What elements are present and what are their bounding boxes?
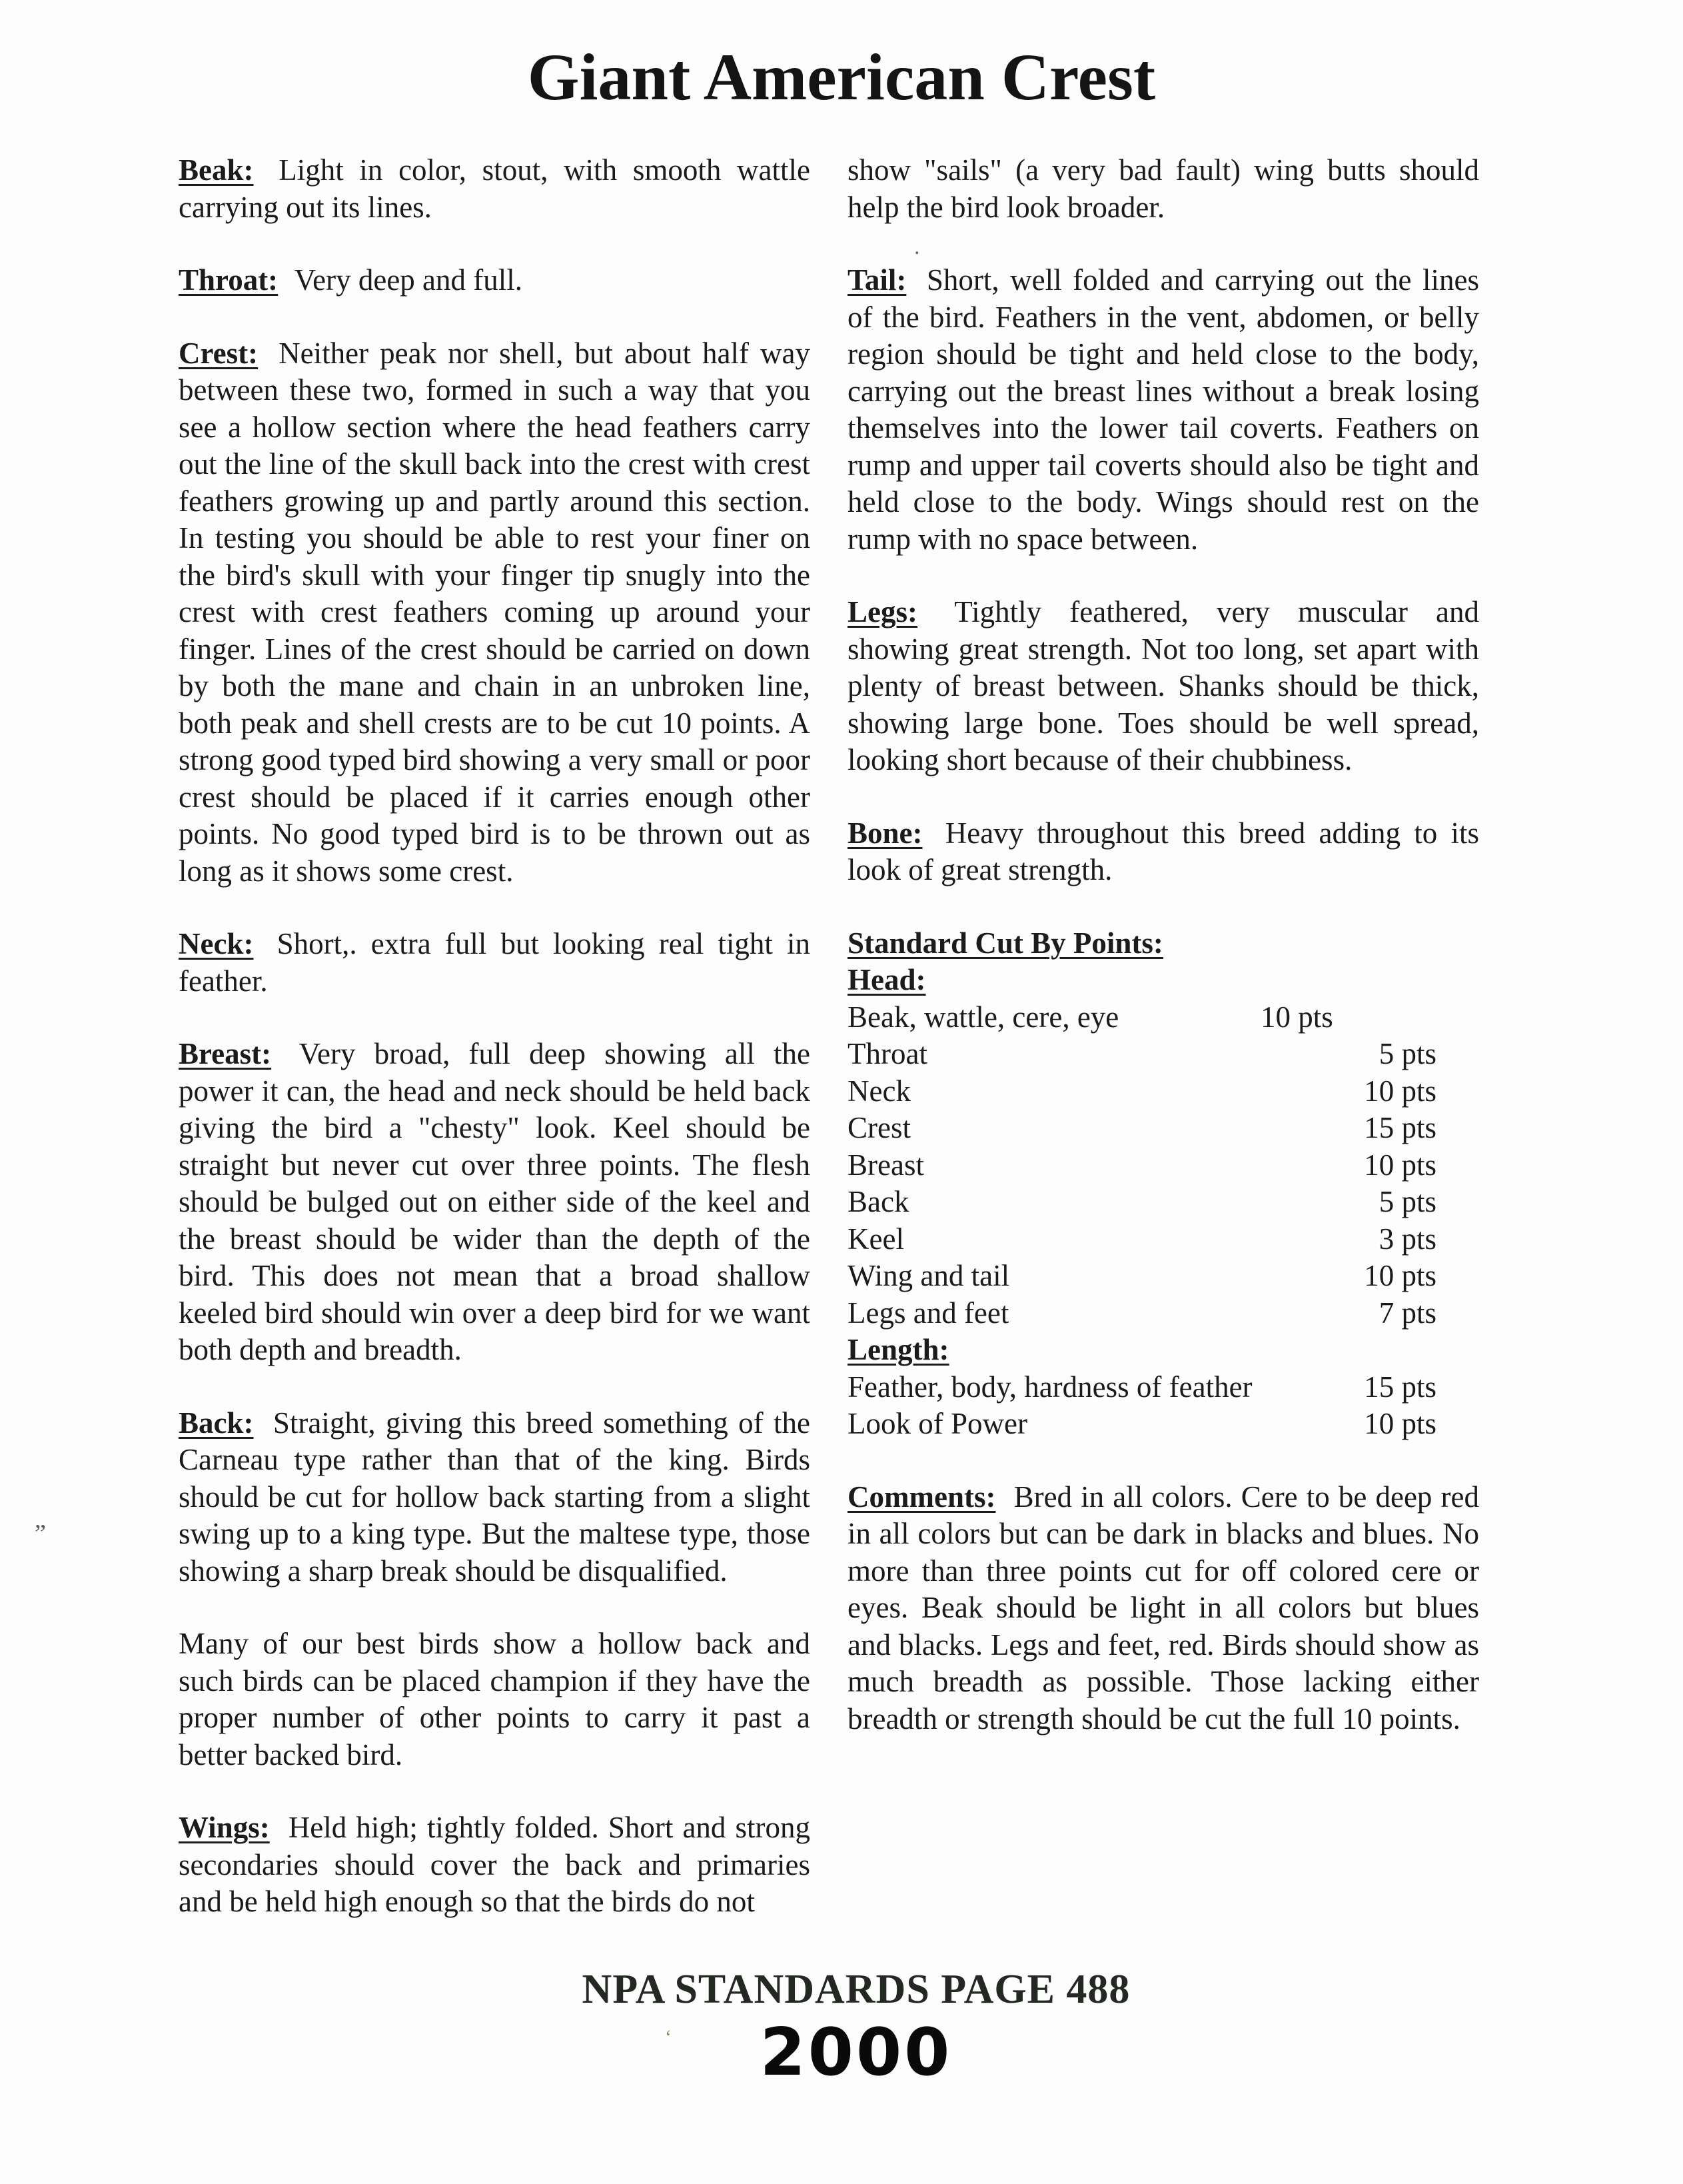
paragraph-tail (847, 262, 1479, 558)
points-group-head-title: Head: (847, 963, 926, 996)
wings-label: Wings: (179, 1811, 270, 1844)
paragraph-wings-continuation (847, 152, 1479, 226)
points-row-label: Back (847, 1185, 909, 1218)
back-label: Back: (179, 1406, 254, 1440)
beak-label: Beak: (179, 153, 254, 187)
points-row (847, 1369, 1479, 1406)
points-row (847, 1184, 1479, 1221)
points-group-length-title: Length: (847, 1333, 949, 1366)
points-row (847, 1295, 1479, 1332)
points-row-value: 15 pts (1364, 1370, 1436, 1404)
paragraph-neck (179, 926, 810, 1000)
legs-label: Legs: (847, 595, 917, 628)
paragraph-wings (179, 1809, 810, 1921)
points-row-label: Breast (847, 1148, 924, 1182)
bone-text: Heavy throughout this breed adding to its look of great strength. (847, 816, 1479, 886)
crest-label: Crest: (179, 336, 259, 370)
points-row-value: 5 pts (1379, 1037, 1436, 1070)
breast-label: Breast: (179, 1037, 272, 1070)
hollow-back-text: Many of our best birds show a hollow back and such birds can be placed champion if they have the proper number of other points to carry it past a better backed bird. (179, 1627, 810, 1771)
tail-text: Short, well folded and carrying out the lines of the bird. Feathers in the vent, abdomen, or belly region should be tight and held close to the body, carrying out the breast lines without a break losing themselves into the lower tail coverts. Feathers on rump and upper tail coverts should also be tight and held close to the body. Wings should rest on the rump with no space between. (847, 263, 1480, 556)
points-row (847, 1110, 1479, 1147)
paragraph-comments (847, 1479, 1479, 1738)
tail-label: Tail: (847, 263, 907, 297)
left-column (179, 152, 810, 1921)
neck-label: Neck: (179, 927, 254, 960)
points-row-label: Neck (847, 1074, 911, 1108)
scan-speck: „ (35, 1506, 46, 1534)
right-column (847, 152, 1479, 1737)
points-row-value: 10 pts (1364, 1407, 1436, 1440)
paragraph-throat (179, 262, 810, 299)
points-row-label: Legs and feet (847, 1296, 1009, 1330)
scan-speck: ʻ (665, 2026, 672, 2048)
paragraph-crest (179, 335, 810, 890)
points-row (847, 1036, 1479, 1073)
beak-text: Light in color, stout, with smooth wattle carrying out its lines. (179, 153, 810, 224)
points-row-value: 10 pts (1364, 1074, 1436, 1108)
crest-text: Neither peak nor shell, but about half way between these two, formed in such a way that you see a hollow section where the head feathers carry out the line of the skull back into the crest with crest feathers growing up and partly around this section. In testing you should be able to rest your finer on the bird's skull with your finger tip snugly into the crest with crest feathers coming up around your finger. Lines of the crest should be carried on down by both the mane and chain in an unbroken line, both peak and shell crests are to be cut 10 points. A strong good typed bird showing a very small or poor crest should be placed if it carries enough other points. No good typed bird is to be thrown out as long as it shows some crest. (179, 336, 811, 888)
throat-label: Throat: (179, 263, 279, 297)
scan-speck: . (914, 235, 920, 259)
points-row (847, 1147, 1479, 1184)
paragraph-back (179, 1405, 810, 1590)
throat-text: Very deep and full. (294, 263, 523, 297)
points-row-value: 15 pts (1364, 1111, 1436, 1144)
points-row-value: 3 pts (1379, 1222, 1436, 1256)
points-row-label: Wing and tail (847, 1259, 1010, 1292)
points-row (847, 1258, 1479, 1295)
points-row-label: Keel (847, 1222, 904, 1256)
back-text: Straight, giving this breed something of the Carneau type rather than that of the king. Birds should be cut for hollow back starting from a slight swing up to a king type. But the maltese type, those showing a sharp break should be disqualified. (179, 1406, 810, 1588)
comments-label: Comments: (847, 1480, 996, 1514)
footer-year: 2000 (760, 2015, 953, 2091)
paragraph-legs (847, 594, 1479, 779)
points-table-title: Standard Cut By Points: (847, 926, 1163, 960)
points-row (847, 1073, 1479, 1110)
comments-text: Bred in all colors. Cere to be deep red in all colors but can be dark in blacks and blues. No more than three points cut for off colored cere or eyes. Beak should be light in all colors but blues and blacks. Legs and feet, red. Birds should show as much breadth as possible. Those lacking either breadth or strength should be cut the full 10 points. (847, 1480, 1479, 1735)
points-row-label: Crest (847, 1111, 911, 1144)
points-row-value: 10 pts (1364, 1148, 1436, 1182)
paragraph-beak (179, 152, 810, 226)
points-row-label: Feather, body, hardness of feather (847, 1370, 1253, 1404)
wings-text: Held high; tightly folded. Short and strong secondaries should cover the back and primaries and be held high enough so that the birds do not (179, 1811, 811, 1918)
points-row (847, 1221, 1479, 1258)
neck-text: Short,. extra full but looking real tight in feather. (179, 927, 811, 998)
bone-label: Bone: (847, 816, 923, 850)
points-row (847, 1406, 1479, 1443)
footer-standards-line: NPA STANDARDS PAGE 488 (582, 1967, 1131, 2012)
points-row-value: 5 pts (1379, 1185, 1436, 1218)
page-footer (29, 1966, 1683, 2091)
points-row-label: Throat (847, 1037, 927, 1070)
breast-text: Very broad, full deep showing all the power it can, the head and neck should be held back giving the bird a "chesty" look. Keel should be straight but never cut over three points. The flesh should be bulged out on either side of the keel and the breast should be wider than the depth of the bird. This does not mean that a broad shallow keeled bird should win over a deep bird for we want both depth and breadth. (179, 1037, 810, 1366)
legs-text: Tightly feathered, very muscular and showing great strength. Not too long, set apart with plenty of breast between. Shanks should be thick, showing large bone. Toes should be well spread, looking short because of their chubbiness. (847, 595, 1479, 776)
points-row-label: Look of Power (847, 1407, 1027, 1440)
points-table (847, 925, 1479, 1443)
page-title: Giant American Crest (527, 40, 1156, 114)
points-row-value: 10 pts (1261, 1000, 1333, 1034)
wings-continuation-text: show "sails" (a very bad fault) wing butts should help the bird look broader. (847, 153, 1479, 224)
points-row-value: 10 pts (1364, 1259, 1436, 1292)
points-row-label: Beak, wattle, cere, eye (847, 1000, 1119, 1034)
points-row (847, 999, 1479, 1036)
points-row-value: 7 pts (1379, 1296, 1436, 1330)
paragraph-breast (179, 1036, 810, 1369)
paragraph-bone (847, 815, 1479, 889)
paragraph-hollow-back (179, 1626, 810, 1773)
